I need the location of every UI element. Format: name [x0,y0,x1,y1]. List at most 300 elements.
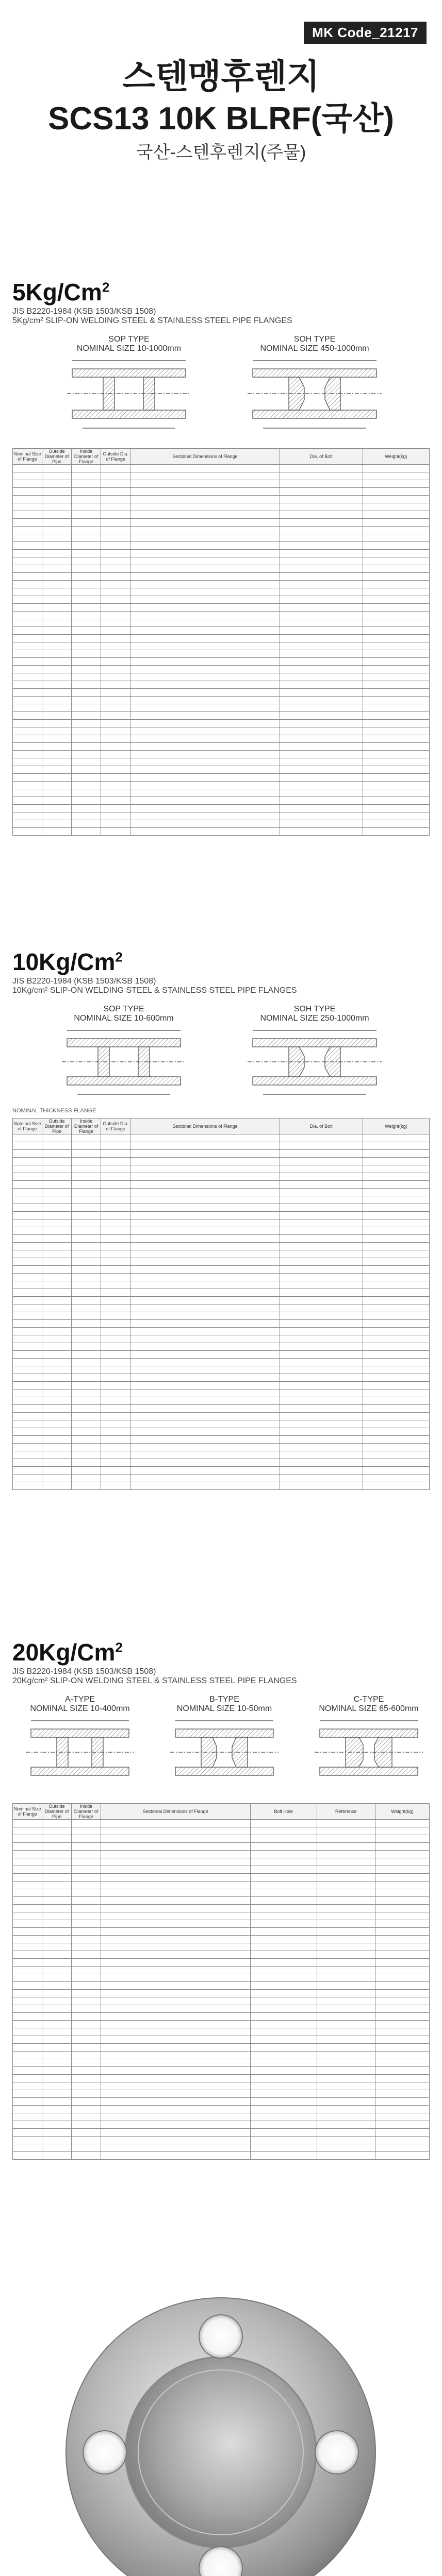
table-cell [42,480,72,488]
product-code-badge: MK Code_21217 [304,22,427,44]
table-cell [375,1843,429,1851]
table-row [13,550,430,557]
table-cell [280,503,363,511]
table-row [13,519,430,527]
table-row [13,1165,430,1173]
table-cell [72,496,101,503]
table-cell [42,2113,72,2121]
table-cell [363,503,429,511]
table-cell [42,812,72,820]
table-cell [130,727,280,735]
table-cell [13,1304,42,1312]
table-cell [72,1312,101,1320]
col-header: Sectional Dimensions of Flange [101,1804,250,1820]
table-cell [101,1420,130,1428]
table-cell [13,1905,42,1912]
table-cell [42,1328,72,1335]
table-cell [101,805,130,812]
table-cell [101,1928,250,1936]
table-cell [130,1274,280,1281]
table-row [13,1281,430,1289]
table-cell [250,2005,317,2013]
table-cell [363,511,429,519]
table-cell [42,627,72,635]
table-row [13,1897,430,1905]
table-cell [250,1936,317,1943]
table-cell [42,1851,72,1858]
table-cell [42,1320,72,1328]
table-row [13,727,430,735]
table-cell [130,1189,280,1196]
table-cell [13,1982,42,1990]
table-cell [363,1382,429,1389]
table-cell [130,658,280,666]
table-cell [72,1196,101,1204]
table-cell [101,2137,250,2144]
table-cell [13,2152,42,2160]
table-cell [250,1997,317,2005]
table-row [13,1413,430,1420]
drawing-size-label: NOMINAL SIZE 10-1000mm [76,344,182,353]
table-cell [280,704,363,712]
table-cell [317,2059,375,2067]
table-cell [42,1428,72,1436]
table-cell [130,1150,280,1158]
table-cell [130,805,280,812]
table-cell [101,782,130,789]
spec-table-10k [12,1118,430,1490]
table-cell [101,2106,250,2113]
table-cell [130,751,280,758]
table-cell [72,782,101,789]
table-cell [280,1413,363,1420]
table-cell [101,1982,250,1990]
table-cell [101,565,130,573]
table-cell [250,2021,317,2028]
table-row [13,1420,430,1428]
table-cell [42,1959,72,1967]
table-cell [42,1967,72,1974]
table-row [13,503,430,511]
table-row [13,1320,430,1328]
table-cell [280,1165,363,1173]
table-cell [42,1142,72,1150]
table-cell [280,1289,363,1297]
table-cell [72,1204,101,1212]
table-cell [130,1359,280,1366]
table-cell [72,1820,101,1827]
table-cell [250,2052,317,2059]
table-cell [250,1835,317,1843]
table-cell [280,1420,363,1428]
table-cell [101,712,130,720]
table-cell [280,472,363,480]
table-cell [101,697,130,704]
table-cell [101,650,130,658]
table-cell [375,2121,429,2129]
table-cell [72,681,101,689]
table-cell [130,1204,280,1212]
table-cell [42,596,72,604]
table-cell [317,1936,375,1943]
table-cell [42,1189,72,1196]
table-cell [363,588,429,596]
table-cell [42,2098,72,2106]
table-cell [42,658,72,666]
table-cell [317,1851,375,1858]
table-cell [101,1266,130,1274]
table-cell [13,596,42,604]
table-cell [13,2052,42,2059]
table-cell [13,2121,42,2129]
table-cell [101,704,130,712]
table-row [13,1959,430,1967]
table-cell [130,820,280,828]
col-header: Weight(kg) [363,449,429,465]
table-cell [317,2075,375,2082]
table-cell [363,774,429,782]
table-cell [101,2075,250,2082]
table-cell [101,1250,130,1258]
table-cell [363,1389,429,1397]
table-cell [363,743,429,751]
table-cell [363,1289,429,1297]
table-cell [42,1943,72,1951]
table-row [13,2082,430,2090]
table-cell [13,2013,42,2021]
table-cell [280,774,363,782]
table-row [13,2121,430,2129]
table-cell [13,1912,42,1920]
table-cell [13,789,42,797]
table-row [13,1444,430,1451]
table-cell [72,1413,101,1420]
table-row [13,1827,430,1835]
table-cell [42,1920,72,1928]
table-cell [130,472,280,480]
table-cell [375,1889,429,1897]
table-cell [13,2044,42,2052]
table-cell [363,619,429,627]
table-cell [130,1181,280,1189]
table-cell [130,766,280,774]
table-cell [130,534,280,542]
section-title: 20Kg/Cm$^2$ [12,1639,123,1666]
table-cell [101,1990,250,1997]
table-cell [317,2137,375,2144]
table-row [13,1882,430,1889]
table-cell [72,1297,101,1304]
table-cell [280,1281,363,1289]
table-cell [363,1320,429,1328]
table-cell [280,1382,363,1389]
table-cell [130,1420,280,1428]
table-cell [42,2044,72,2052]
table-cell [42,511,72,519]
table-cell [101,720,130,727]
table-cell [42,1889,72,1897]
table-cell [375,1990,429,1997]
table-cell [101,2144,250,2152]
table-cell [42,1343,72,1351]
table-row [13,1397,430,1405]
table-cell [72,565,101,573]
table-cell [280,1150,363,1158]
table-cell [13,1320,42,1328]
table-row [13,619,430,627]
table-cell [363,534,429,542]
table-cell [13,1343,42,1351]
table-cell [13,2075,42,2082]
table-cell [280,488,363,496]
table-row [13,751,430,758]
table-cell [72,720,101,727]
table-cell [363,1250,429,1258]
table-cell [42,805,72,812]
table-cell [130,704,280,712]
table-cell [42,727,72,735]
table-cell [280,1274,363,1281]
col-header: Dia. of Bolt [280,1118,363,1134]
table-cell [13,650,42,658]
table-cell [130,1134,280,1142]
table-cell [72,1405,101,1413]
table-cell [250,1843,317,1851]
table-cell [101,1835,250,1843]
table-cell [317,2121,375,2129]
table-cell [13,1158,42,1165]
table-cell [317,2013,375,2021]
table-cell [363,1374,429,1382]
section-standard: JIS B2220-1984 (KSB 1503/KSB 1508) [12,977,156,986]
table-cell [130,758,280,766]
table-cell [13,751,42,758]
table-cell [363,635,429,642]
table-cell [42,1158,72,1165]
table-cell [375,1874,429,1882]
table-cell [13,588,42,596]
table-cell [101,1227,130,1235]
col-header: Bolt Hole [250,1804,317,1820]
table-row [13,766,430,774]
table-cell [375,2106,429,2113]
table-cell [280,1204,363,1212]
table-cell [130,1482,280,1490]
table-cell [130,1142,280,1150]
drawing-soh-5k [242,335,387,438]
table-cell [42,1289,72,1297]
table-cell [130,1304,280,1312]
table-cell [101,735,130,743]
table-row [13,1343,430,1351]
table-cell [42,2090,72,2098]
table-cell [130,519,280,527]
table-cell [13,1467,42,1475]
table-cell [42,1359,72,1366]
table-cell [101,789,130,797]
table-cell [72,1266,101,1274]
table-cell [101,1874,250,1882]
table-cell [13,534,42,542]
table-cell [101,496,130,503]
table-cell [42,635,72,642]
table-cell [280,596,363,604]
table-cell [130,1165,280,1173]
table-row [13,650,430,658]
table-cell [363,1134,429,1142]
table-row [13,2137,430,2144]
table-cell [101,1289,130,1297]
table-row [13,1851,430,1858]
table-cell [72,1189,101,1196]
table-cell [72,573,101,581]
table-cell [72,1843,101,1851]
table-caption: NOMINAL THICKNESS FLANGE [12,1108,96,1114]
table-cell [42,2075,72,2082]
table-cell [72,480,101,488]
table-cell [13,2036,42,2044]
table-cell [317,1920,375,1928]
table-cell [13,2098,42,2106]
table-cell [317,1959,375,1967]
table-cell [13,1227,42,1235]
table-cell [42,2129,72,2137]
table-cell [130,1382,280,1389]
table-cell [42,1274,72,1281]
section-10k [12,948,430,995]
table-cell [13,1219,42,1227]
table-cell [250,2013,317,2021]
table-cell [72,1181,101,1189]
table-cell [280,766,363,774]
table-cell [101,751,130,758]
table-cell [101,1467,130,1475]
table-cell [42,1173,72,1181]
table-cell [317,1928,375,1936]
table-row [13,1982,430,1990]
table-row [13,642,430,650]
table-cell [72,1451,101,1459]
table-cell [317,1889,375,1897]
table-cell [42,673,72,681]
table-cell [13,1328,42,1335]
table-cell [375,1851,429,1858]
table-cell [72,1212,101,1219]
table-cell [363,542,429,550]
table-cell [13,1990,42,1997]
table-cell [13,1204,42,1212]
table-cell [72,2121,101,2129]
table-cell [101,596,130,604]
table-cell [375,1835,429,1843]
table-cell [13,1335,42,1343]
table-cell [101,1951,250,1959]
table-cell [375,1928,429,1936]
table-cell [101,1320,130,1328]
table-cell [42,573,72,581]
table-cell [280,751,363,758]
table-cell [13,2144,42,2152]
table-cell [101,1905,250,1912]
product-photo-front [0,2287,442,2576]
spec-table [12,1803,430,2160]
table-cell [130,697,280,704]
table-cell [13,782,42,789]
table-cell [72,727,101,735]
table-row [13,1382,430,1389]
table-cell [72,581,101,588]
table-cell [363,1173,429,1181]
table-row [13,812,430,820]
table-cell [13,1959,42,1967]
table-row [13,704,430,712]
table-cell [280,1428,363,1436]
table-cell [72,1959,101,1967]
table-cell [130,1196,280,1204]
table-row [13,697,430,704]
table-cell [13,1936,42,1943]
table-row [13,1475,430,1482]
table-cell [42,1882,72,1889]
table-cell [280,573,363,581]
table-cell [250,1990,317,1997]
table-cell [363,1258,429,1266]
table-cell [13,1436,42,1444]
table-cell [101,1882,250,1889]
table-cell [130,1451,280,1459]
table-row [13,666,430,673]
table-cell [130,612,280,619]
table-cell [363,1428,429,1436]
table-cell [101,1335,130,1343]
col-header: Outside Diameter of Pipe [42,449,72,465]
table-cell [280,1475,363,1482]
table-cell [72,1158,101,1165]
table-cell [13,1428,42,1436]
table-row [13,1951,430,1959]
table-cell [375,1982,429,1990]
table-cell [280,496,363,503]
table-cell [13,2059,42,2067]
table-cell [130,828,280,836]
table-cell [280,743,363,751]
table-cell [42,496,72,503]
table-cell [280,534,363,542]
table-cell [317,2005,375,2013]
table-cell [72,2036,101,2044]
table-cell [250,1866,317,1874]
table-cell [42,1227,72,1235]
table-cell [280,1134,363,1142]
table-cell [72,472,101,480]
table-cell [13,1967,42,1974]
table-cell [130,666,280,673]
table-cell [280,720,363,727]
table-cell [72,1250,101,1258]
table-cell [250,1820,317,1827]
table-cell [363,1212,429,1219]
table-row [13,1467,430,1475]
table-cell [72,1943,101,1951]
table-cell [72,465,101,472]
table-cell [42,1304,72,1312]
table-cell [42,1843,72,1851]
drawing-soh-10k [242,1005,387,1103]
table-cell [72,1997,101,2005]
table-cell [42,666,72,673]
table-cell [130,1389,280,1397]
col-header: Sectional Dimensions of Flange [130,449,280,465]
